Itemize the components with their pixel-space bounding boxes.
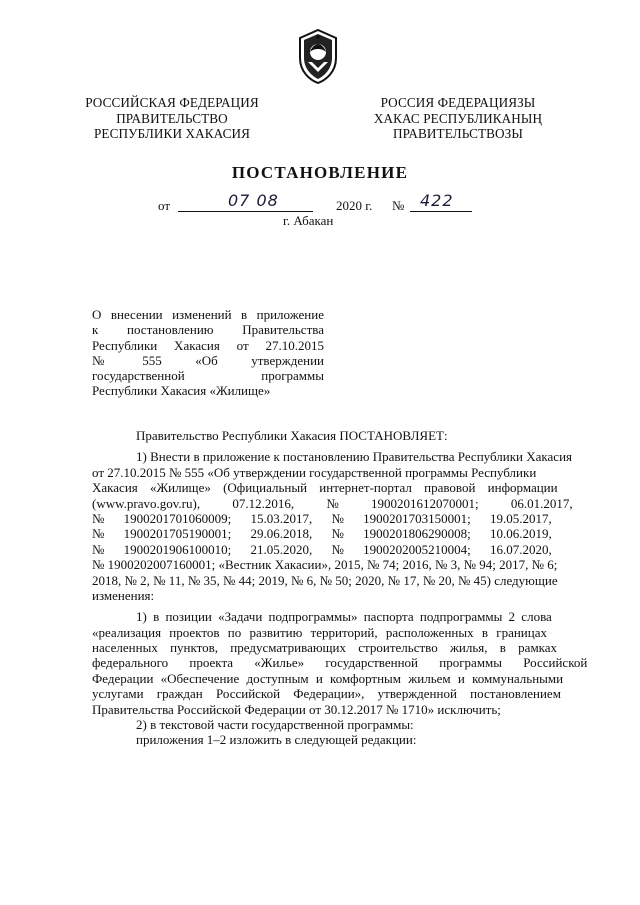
subject-line: Республики Хакасия «Жилище» [92,383,271,399]
paragraph-line: 1) Внести в приложение к постановлению Правительства Республики Хакасия [136,449,573,465]
subject-line: № 555 «Об утверждении [92,352,324,368]
handwritten-date: 07 08 [228,191,279,210]
header-right-block [358,95,558,142]
paragraph-line: услугами граждан Российской Федерации», утвержденной постановлением [92,686,561,702]
city-name: г. Абакан [283,213,334,228]
header-left-line: ПРАВИТЕЛЬСТВО [116,110,228,126]
header-left-block [82,95,262,142]
year-text: 2020 г. [336,198,373,213]
paragraph-line: населенных пунктов, предусматривающих строительство жилья, в рамках [92,640,558,656]
header-left-line: РЕСПУБЛИКИ ХАКАСИЯ [94,126,250,141]
header-left-line: РОССИЙСКАЯ ФЕДЕРАЦИЯ [85,95,259,110]
paragraph-line: 1) в позиции «Задачи подпрограммы» паспорта подпрограммы 2 слова [136,609,552,625]
paragraph-line: федерального проекта «Жилье» государственной программы Российской [92,655,588,671]
document-title: ПОСТАНОВЛЕНИЕ [231,163,409,182]
paragraph-line: изменения: [92,587,155,603]
subject-block [92,307,324,399]
header-right-line: ПРАВИТЕЛЬСТВОЗЫ [393,126,523,141]
paragraph-line: 2) в текстовой части государственной программы: [136,717,414,733]
subject-line: государственной программы [92,368,324,384]
paragraph-line: № 1900202007160001; «Вестник Хакасии», 2015, № 74; 2016, № 3, № 94; 2017, № 6; [92,557,558,573]
handwritten-number: 422 [420,191,454,210]
paragraph-line: приложения 1–2 изложить в следующей редакции: [136,732,417,748]
paragraph-line: № 1900201705190001; 29.06.2018, № 1900201806290008; 10.06.2019, [92,526,552,542]
subject-line: к постановлению Правительства [92,322,324,338]
subject-line: Республики Хакасия от 27.10.2015 [92,337,324,353]
subject-line: О внесении изменений в приложение [92,307,324,322]
number-sign: № [392,198,405,213]
paragraph-line: № 1900201701060009; 15.03.2017, № 1900201703150001; 19.05.2017, [92,510,552,526]
paragraph-line: от 27.10.2015 № 555 «Об утверждении государственной программы Республики [92,464,537,480]
document-body [92,428,595,748]
paragraph-line: Хакасия «Жилище» (Официальный интернет-портал правовой информации [92,480,558,496]
header-right-line: РОССИЯ ФЕДЕРАЦИЯЗЫ [380,95,536,110]
coat-of-arms-emblem [296,28,340,84]
paragraph-line: Правительства Российской Федерации от 30.12.2017 № 1710» исключить; [92,701,501,717]
preamble: Правительство Республики Хакасия ПОСТАНОВЛЯЕТ: [136,428,448,443]
paragraph-line: 2018, № 2, № 11, № 35, № 44; 2019, № 6, № 50; 2020, № 17, № 20, № 45) следующие [92,572,558,588]
paragraph-line: (www.pravo.gov.ru), 07.12.2016, № 1900201612070001; 06.01.2017, [92,495,573,511]
header-right-line: ХАКАС РЕСПУБЛИКАНЫҢ [373,110,543,126]
paragraph-line: № 1900201906100010; 21.05.2020, № 1900202005210004; 16.07.2020, [92,541,552,557]
date-prefix: от [158,198,171,213]
paragraph-line: «реализация проектов по развитию территорий, расположенных в границах [92,624,547,640]
paragraph-line: Федерации «Обеспечение доступным и комфортным жильем и коммунальными [92,670,564,686]
